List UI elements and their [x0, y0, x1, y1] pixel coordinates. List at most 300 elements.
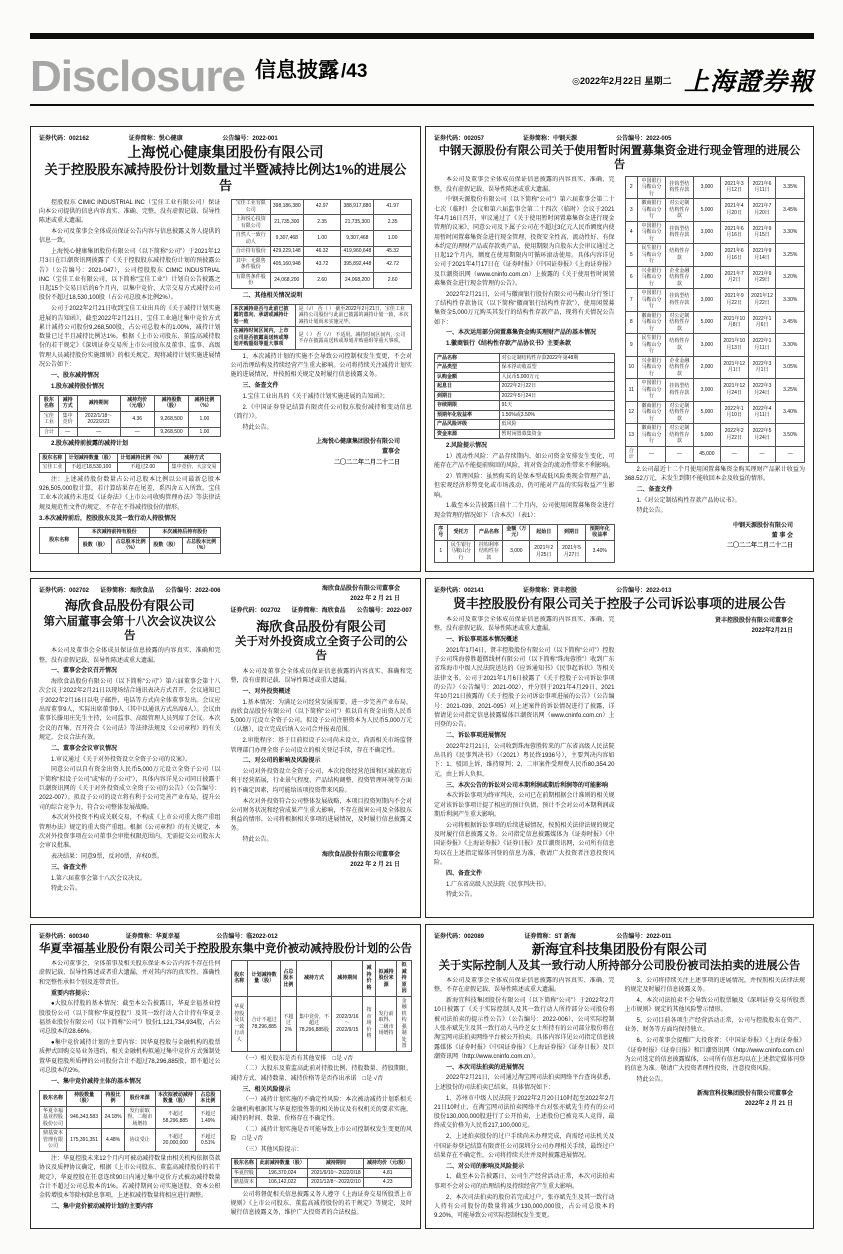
signature-line: 海欣食品股份有限公司董事会 [321, 586, 400, 592]
announcement-title-line: 关于控股股东减持股份计划数量过半暨减持比例达1%的进展公告 [44, 161, 407, 193]
paragraph: 特此公告。 [636, 508, 667, 515]
table-row [625, 334, 805, 357]
table-cell: 是（ ） 否（√） 不适用。减持时间区间内，公司不存在披露高送转或筹划并购重组等重大事项。 [296, 327, 412, 350]
top-rule [30, 33, 814, 39]
table-header-cell: 到期日 [558, 524, 586, 540]
table-cell: 徽商银行马鞍山分行 [638, 199, 666, 222]
table-header-cell: 减持期间 [77, 395, 120, 411]
table-cell: — [58, 427, 77, 437]
table-cell: 3,000 [693, 244, 720, 267]
table-cell: 2021/12/8～2022/2/10 [308, 1178, 364, 1188]
table-cell: 24.18% [102, 1106, 125, 1129]
table-cell: 自然人一致行动人 [231, 231, 270, 247]
table-cell: 企业金融结构性存款 [665, 356, 693, 379]
table-cell: 1 [435, 540, 448, 563]
table-cell: 不超过0.51% [196, 1129, 220, 1152]
table-header-cell: 股东名称 [231, 961, 248, 997]
table-cell: 其中：无限售条件股份 [231, 256, 270, 272]
table-cell: 兴业银行马鞍山分行 [638, 266, 666, 289]
paragraph: ●大股东持股的基本情况：截至本公告披露日，华夏幸福基业控股股份公司（以下简称“华夏控股”）及其一致行动人合计持有华夏幸福基业股份有限公司（以下简称“公司”）股份1,121,734,934股，占公司总股本的28.66%。 [39, 1001, 221, 1036]
table-cell: 2022年5月24日 [499, 391, 614, 401]
table-cell: 4.81 [364, 1168, 412, 1178]
table-cell: 419,960,648 [341, 247, 374, 257]
table-cell: 发行前取得、二级市场增持 [375, 996, 397, 1051]
table-cell: 徽商银行马鞍山分行 [638, 401, 666, 424]
article-body-columns [434, 616, 805, 912]
table-cell: 鼎基资本 [231, 1178, 257, 1188]
table-header-row [40, 528, 221, 538]
table-cell: 21,735,300 [341, 215, 374, 231]
table-header-cell: 减持方式 [168, 453, 220, 463]
table-row [625, 379, 805, 402]
table-header-cell: 计划减持比例（%） [117, 453, 168, 463]
table-cell: 7 [625, 289, 638, 312]
table-header-cell: 占总股本比例（%） [112, 537, 150, 553]
announcement-number: 公告编号：临2022-012 [216, 934, 278, 940]
table-row [231, 327, 412, 350]
paragraph: 1、截至本公告披露日，公司生产经营活动正常，本次司法拍卖事项不会对公司的治理结构及持续经营产生重大影响。 [434, 1174, 615, 1190]
section-heading: 一、集中竞价减持主体的基本情况 [51, 1078, 142, 1085]
table-header-cell: 减持价格 [363, 961, 376, 997]
table-cell: 43.72 [303, 256, 341, 272]
table-cell: 挂钩型结构性存款 [665, 379, 693, 402]
security-code-line [39, 931, 278, 940]
paragraph: 6、公司董事会提醒广大投资者：《中国证券报》《上海证券报》《证券时报》《证券日报》和巨潮资讯网（http://www.cninfo.com.cn）为公司选定的信息披露媒体，公司所有信息均以在上述指定媒体刊登的信息为准。敬请广大投资者理性投资，注意投资风险。 [624, 1038, 805, 1073]
paragraph: 1.《对公定制结构性存款产品协议书》。 [636, 497, 741, 504]
table-cell: 9,268,500 [154, 427, 189, 437]
table-cell: 2021年12月24日 [720, 379, 748, 402]
section-heading: 三、备查文件 [242, 383, 279, 390]
table-header-cell: 计划减持数量（股） [65, 453, 117, 463]
paragraph: 本公司及董事会全体成员保证信息披露的内容真实、准确、完整，不存在虚假记载、误导性陈述或重大遗漏。 [434, 977, 615, 994]
table-header-cell: 减持期间 [308, 1159, 364, 1169]
table-cell: 不超过2.00 [117, 463, 168, 473]
announcement-number: 公告编号：2022-013 [616, 588, 672, 594]
table-row [231, 1168, 412, 1178]
paragraph: 本公司及董事会全体成员保证信息披露的内容真实、准确、完整，没有虚假记载、误导性陈述或重大遗漏。 [434, 616, 615, 633]
table-header-cell: 本次拟被动减持数量（股） [155, 1090, 196, 1106]
table-row [435, 363, 615, 373]
section-heading: 四、备查文件 [446, 870, 483, 877]
table-cell: 398,186,380 [270, 199, 303, 215]
table-cell: 3.30% [776, 221, 805, 244]
table-cell: 6 [625, 266, 638, 289]
table-header-cell: 股东名称 [231, 1159, 257, 1169]
table-cell: 5,000 [693, 401, 720, 424]
table-row [40, 463, 221, 473]
table-header-cell: 金额（万元） [503, 524, 530, 540]
table-header-cell: 减持比例（%） [189, 395, 220, 411]
table-cell: 对公定制结构性存款 [665, 401, 693, 424]
table-cell: 3,000 [503, 540, 530, 563]
paragraph: 本次对外投资不构成关联交易，不构成《上市公司重大资产重组管理办法》规定的重大资产重组。根据《公司章程》的有关规定，本次对外投资事项在公司董事会审批权限范围内，无需提交公司股东大会审议批准。 [39, 815, 221, 850]
table-cell: 保本浮动收益型 [499, 363, 614, 373]
table-cell: 宝佳工业有限公司 [231, 199, 270, 215]
table-cell: 2022年4月11日 [748, 401, 776, 424]
table-header-cell: 计划减持数量（股） [248, 961, 281, 997]
article-cell [425, 126, 814, 572]
paragraph: 1.宝佳工业出具的《关于减持计划实施进展的告知函》； [242, 393, 389, 400]
section-heading: 1.徽商银行《结构性存款产品协议书》主要条款 [446, 341, 572, 348]
table-header-cell: 股东名称 [40, 528, 79, 554]
table-cell: 1.50%或3.50% [499, 410, 614, 420]
announcement-title [39, 942, 412, 956]
table-cell: 2022/3/16～2022/9/15 [332, 996, 363, 1051]
table-cell: 3.05% [776, 356, 805, 379]
table-row [231, 272, 412, 288]
table-cell: 挂钩利率结构性存款 [475, 540, 503, 563]
table-cell: 2022年5月24日 [748, 424, 776, 447]
table-header-cell: 减持期间 [332, 961, 363, 997]
table-cell: 2,000 [693, 266, 720, 289]
announcement-title [39, 598, 221, 643]
paragraph: 2.《中国证券登记结算有限责任公司股东股份减持和变动信息（简行）》。 [230, 404, 412, 421]
security-abbr: 证券简称：华夏幸福 [125, 934, 180, 940]
table-cell: 2021年9月14日 [748, 244, 776, 267]
paragraph: 特此公告。 [51, 886, 82, 893]
paragraph: 控股股东 CIMIC INDUSTRIAL INC（宝佳工业有限公司）保证向本公司提供的信息内容真实、准确、完整，没有虚假记载、误导性陈述或重大遗漏。 [39, 199, 221, 225]
section-heading: 二、备查文件 [636, 486, 673, 493]
table-cell: 2021年9月15日 [748, 221, 776, 244]
table-cell: 对公定制结构性存款2022年第48期 [499, 353, 614, 363]
article-header [434, 132, 805, 176]
signature-line: 2022 年 2 月 21 日 [350, 596, 400, 603]
table-cell: 3.25% [776, 379, 805, 402]
signature-line: 二〇二二年二月二十二日 [726, 543, 793, 550]
table-cell: 2022年1月6日 [748, 311, 776, 334]
table-cell: 4.23 [364, 1178, 412, 1188]
paragraph: 2、本次司法拍卖的股份若完成过户，张亦斌先生及其一致行动人持有公司股份的数量将减少130,000,000股，占公司总股本的9.20%，可能导致公司实际控制权发生变更。 [434, 1194, 615, 1220]
table-cell: 42.97 [303, 199, 341, 215]
table-cell: 3.40% [585, 540, 614, 563]
paragraph: 公司将督促相关信息披露义务人遵守《上海证券交易所股票上市规则》《上市公司股东、董监高减持股份的若干规定》等规定，及时履行信息披露义务，维护广大投资者的合法权益。 [230, 1191, 412, 1217]
paragraph: 特此公告。 [446, 892, 477, 899]
page-number: /43 [340, 61, 368, 82]
table-row [625, 244, 805, 267]
security-abbr: 证券简称：中钢天源 [523, 136, 578, 142]
table-cell: 结构性存款 [665, 244, 693, 267]
security-code: 证券代码：002089 [434, 934, 485, 940]
paragraph: 注：上述减持股份数量占公司总股本比例以公司最新总股本926,505,000股计算，若计算结果存在尾差，系四舍五入所致。宝佳工业本次减持未违反《证券法》《上市公司收购管理办法》等法律法规及规范性文件的规定，不存在不得减持股份的情形。 [39, 476, 221, 511]
table-cell: — [776, 446, 805, 462]
table-row [625, 356, 805, 379]
paragraph: 海欣食品股份有限公司（以下简称“公司”）第六届董事会第十八次会议于2022年2月21日以现场结合通讯表决方式召开，会议通知已于2022年2月16日以电子邮件、电话等方式向全体董事发出。会议应出席董事9人，实际出席董事9人（其中以通讯方式出席6人）。会议由董事长滕用庄先生主持，公司监事、高级管理人员列席了会议。本次会议的召集、召开符合《公司法》等法律法规及《公司章程》的有关规定，会议合法有效。 [39, 679, 221, 741]
article-cell [30, 924, 421, 1229]
article-header [434, 584, 805, 616]
table-header-cell: 序号 [435, 524, 448, 540]
table-cell: 405,160,948 [270, 256, 303, 272]
announcement-number: 公告编号：2022-001 [222, 136, 278, 142]
table-cell: 1.00 [374, 231, 412, 247]
table-row [625, 289, 805, 312]
table-cell: 24,068,200 [270, 272, 303, 288]
table-supheader-cell: 本次减持后持有股份 [149, 528, 220, 538]
table-cell: 资金来源 [435, 429, 500, 439]
table-header-cell: 减持均价（元/股） [364, 1159, 412, 1169]
table-cell: 中国银行马鞍山分行 [638, 176, 666, 199]
table-row [625, 424, 805, 447]
table-cell: 2.60 [303, 272, 341, 288]
table-cell: 1.00 [189, 411, 220, 427]
paragraph: 2021年1月4日，贤丰控股股份有限公司（以下简称“公司”）控股子公司珠海蓉胜超微线材有限公司（以下简称“珠海蓉胜”）收到广东省珠海市中级人民法院送达的《应诉通知书》《民事起诉状》等相关法律文书。公司于2021年1月6日披露了《关于控股子公司诉讼事项的公告》（公告编号：2021-002），并分别于2021年4月29日、2021年10月21日披露的《关于控股子公司诉讼事项进展的公告》（公告编号：2021-039、2021-095）对上述案件的诉讼情况进行了披露，详情请见公司指定信息披露媒体巨潮资讯网（www.cninfo.com.cn）上刊登的公告。 [434, 647, 615, 729]
data-table [434, 353, 615, 440]
article-header [39, 132, 412, 199]
table-cell: 1.00 [303, 231, 341, 247]
table-header-cell: 股数（股） [79, 537, 112, 553]
announcement-title-line: 海欣食品股份有限公司 [256, 618, 387, 634]
table-cell: 946,343,583 [67, 1106, 102, 1129]
table-cell: 12 [625, 401, 638, 424]
table-cell: 发行前取得、二级市场增持 [125, 1106, 156, 1129]
table-cell: 华夏控股 [231, 1168, 257, 1178]
table-header-cell: 股数（股） [149, 537, 182, 553]
table-cell: 集中竞价 [58, 411, 77, 427]
paragraph: 本公司及董事会全体成员保证公告内容与信息披露义务人提供的信息一致。 [39, 228, 221, 245]
table-cell: 2021年2月25日 [530, 540, 558, 563]
data-table [39, 453, 221, 473]
announcement-title-line: 上海悦心健康集团股份有限公司 [127, 144, 324, 160]
paragraph: （二）减持计划实施是否可能导致上市公司控制权发生变更的风险 □是 √否 [230, 1126, 412, 1142]
paragraph: 2）管理风险：虽然购买的是保本型或低风险类现金管理产品，但宏观经济形势变化或市场波动，仍可能对产品的实际收益产生影响。 [434, 473, 615, 499]
paragraph: （三）其他风险提示： [242, 1146, 303, 1153]
table-cell: 3.45% [776, 311, 805, 334]
table-header-cell: 股东名称 [40, 1090, 67, 1106]
signature-line: 二〇二二年二月二十二日 [333, 459, 400, 466]
paragraph: 公司于2022年2月21日收到宝佳工业出具的《关于减持计划实施进展的告知函》，截至2022年2月21日，宝佳工业通过集中竞价方式累计减持公司股份9,268,500股，占公司总股本的1.00%，减持计划数量已过半且减持比例达1%。根据《上市公司股东、董监高减持股份的若干规定》《深圳证券交易所上市公司股东及董事、监事、高级管理人员减持股份实施细则》的相关规定，现将减持计划实施进展情况公告如下： [39, 306, 221, 369]
table-cell: 兴业银行马鞍山分行 [638, 356, 666, 379]
announcement-title-line: 贤丰控股股份有限公司关于控股子公司诉讼事项的进展公告 [453, 596, 786, 611]
table-cell: 华夏控股及其一致行动人 [231, 996, 248, 1051]
table-header-row [231, 1159, 412, 1169]
table-cell: 合计持有股份 [231, 247, 270, 257]
signature-line: 2022年 2 月 21 日 [744, 1101, 793, 1108]
article-header [434, 930, 805, 977]
signature-block [625, 521, 794, 552]
table-cell: 24,068,200 [341, 272, 374, 288]
announcement-title [434, 144, 805, 172]
table-cell: 2021年4月20日 [720, 199, 748, 222]
table-cell: 合计 [625, 446, 638, 462]
table-cell: 金融机构强制处置 [397, 996, 412, 1051]
table-cell: 41.97 [374, 199, 412, 215]
table-cell: 按市场价格 [363, 996, 376, 1051]
table-header-cell: 占总股本比例 [281, 961, 296, 997]
security-code: 证券代码：002702 [39, 588, 90, 594]
table-cell: 存续期限 [435, 401, 500, 411]
table-header-cell: 产品名称 [475, 524, 503, 540]
table-cell: 2021年10月13日 [720, 334, 748, 357]
article-body-columns [39, 960, 412, 1223]
section-heading: 二、诉讼事项进展情况 [446, 733, 507, 740]
table-cell: 2021年12月1日 [720, 356, 748, 379]
section-heading: 三、本次公告的诉讼对公司本期利润或期后利润等的可能影响 [446, 782, 609, 789]
table-cell: 产品风险评级 [435, 420, 500, 430]
announcement-title-line: 关于对外投资成立全资子公司的公告 [235, 635, 408, 663]
paragraph: 1.第六届董事会第十八次会议决议。 [51, 875, 147, 882]
paragraph: 公司对外投资设立全资子公司，本次投资经营范围和区域拓宽后利于经营拓展，行业景气程度、产品结构调整、投资管理环境等方面的不确定因素，均可能给该项投资带来风险。 [230, 769, 412, 794]
paragraph: 公司将根据诉讼事项的后续进展情况，按照相关法律法规的规定及时履行信息披露义务。公司指定信息披露媒体为《证券时报》《中国证券报》《上海证券报》《证券日报》及巨潮资讯网，公司所有信息均以在上述指定媒体刊登的信息为准，敬请广大投资者注意投资风险。 [434, 822, 615, 866]
table-cell: 2021年7月20日 [748, 199, 776, 222]
table-cell: 挂钩型结构性存款 [665, 289, 693, 312]
table-row [435, 353, 615, 363]
table-cell: 华夏幸福基业控股股份公司 [40, 1106, 67, 1129]
table-cell: 在减持时间区间内，上市公司是否披露高送转或筹划并购重组等重大事项 [231, 327, 296, 350]
table-row [625, 446, 805, 462]
article-body-columns [39, 199, 412, 567]
table-cell: 徽商银行马鞍山分行 [638, 311, 666, 334]
table-header-row [435, 524, 615, 540]
table-cell: 人民币5,000万元 [499, 372, 614, 382]
issue-date: ◎2022年2月22日 星期二 [572, 75, 672, 86]
announcement-title-line: 第六届董事会第十八次会议决议公告 [43, 615, 216, 642]
table-row [435, 540, 615, 563]
table-cell: 3.50% [776, 424, 805, 447]
paragraph: 2、上述拍卖股份的过户手续尚未办理完成，尚需经司法机关及中国证券登记结算有限责任公司深圳分公司办理相关手续，最终过户结果存在不确定性，公司将持续关注并及时披露进展情况。 [434, 1134, 615, 1159]
security-code: 证券代码：600340 [39, 934, 90, 940]
table-cell: 2022/1/18～2022/2/21 [77, 411, 120, 427]
table-header-cell: 此前减持数量（股） [257, 1159, 308, 1169]
paragraph: 1.审议通过《关于对外投资设立全资子公司的议案》。 [51, 756, 192, 763]
section-title: 信息披露 [254, 59, 339, 82]
table-cell: — [638, 446, 666, 462]
table-row [231, 304, 412, 327]
paragraph: 中钢天源股份有限公司（以下简称“公司”）第六届董事会第二十七次（临时）会议和第六届监事会第二十四次（临时）会议于2021年4月16日召开，审议通过了《关于使用暂时闲置募集资金进行现金管理的议案》，同意公司及下属子公司在不超过3亿元人民币额度内使用暂时闲置募集资金进行现金管理，投资安全性高、流动性好、有保本约定的理财产品或存款类产品，使用期限为自股东大会审议通过之日起12个月内，额度在使用期限内可循环滚动使用。具体内容详见公司于2021年4月17日在《证券时报》《中国证券报》《上海证券报》及巨潮资讯网（www.cninfo.com.cn）上披露的《关于使用暂时闲置募集资金进行现金管理的公告》。 [434, 197, 615, 287]
table-cell: 2.60 [374, 272, 412, 288]
table-cell: 9,307,468 [270, 231, 303, 247]
table-cell: 鼎基资本管理有限公司 [40, 1129, 67, 1152]
data-table [231, 1158, 413, 1188]
security-code-line [434, 931, 671, 940]
section-heading: 二、其他相关情况说明 [242, 292, 303, 299]
paragraph: 1.基本情况：为满足公司经营发展需要，进一步完善产业布局，海欣食品股份有限公司（以下简称“公司”）拟以自有资金出资人民币5,000万元设立全资子公司。拟设子公司注册资本为人民币5,000万元（认缴），设立完成后纳入公司合并报表范围。 [230, 699, 412, 734]
table-row [435, 372, 615, 382]
security-code: 证券代码：002702 [230, 608, 281, 615]
table-cell: 民生银行马鞍山分行 [447, 540, 475, 563]
table-cell: 3.45% [776, 199, 805, 222]
paragraph: 特此公告。 [242, 837, 273, 844]
table-cell: 企业金融结构性存款 [665, 266, 693, 289]
table-cell: 起息日 [435, 382, 500, 392]
paragraph: 特此公告。 [242, 424, 273, 431]
table-cell: — [748, 446, 776, 462]
signature-line: 中钢天源股份有限公司 [732, 522, 793, 529]
table-cell: 429,229,148 [270, 247, 303, 257]
data-table [39, 1090, 221, 1152]
table-cell: 2021年12月22日 [748, 289, 776, 312]
table-cell: 42.72 [374, 256, 412, 272]
table-header-row [40, 395, 221, 411]
table-header-cell: 拟减持原因 [397, 961, 412, 997]
article-header [39, 930, 412, 960]
signature-line: 董 事 会 [771, 532, 793, 539]
table-cell: 3.30% [776, 289, 805, 312]
table-header-cell: 持股数量（股） [67, 1090, 102, 1106]
table-cell: — [665, 446, 693, 462]
section-heading: 一、股东减持情况 [51, 372, 100, 379]
table-cell: 对公定制结构性存款 [665, 311, 693, 334]
signature-line: 海欣食品股份有限公司董事会 [321, 851, 400, 858]
security-code-line [434, 133, 671, 142]
paragraph: （一）减持计划实施的不确定性风险：本次被动减持计划系相关金融机构根据其与华夏控股签署的相关协议及有权机关的要求实施，减持的时间、数量、价格存在不确定性。 [230, 1097, 412, 1122]
paragraph: ●集中竞价减持计划的主要内容：因华夏控股与金融机构的股票质押式回购交易业务违约，相关金融机构拟通过集中竞价方式强制处置华夏控股所质押的公司股份合计不超过78,296,885股，即不超过公司总股本的2%。 [39, 1039, 221, 1074]
signature-line: 上海悦心健康集团股份有限公司 [315, 439, 400, 446]
paragraph: 2022年2月21日，公司收到珠海蓉胜转来的广东省高级人民法院出具的《民事判决书》（（2021）粤民终1936号），主要判决内容如下：1、驳回上诉，维持原判；2、二审案件受理费人民币80,354.20元，由上诉人负担。 [434, 743, 615, 778]
table-cell: 徽商银行马鞍山分行 [638, 424, 666, 447]
section-heading: 一、董事会会议召开情况 [51, 668, 118, 675]
signature-line: 新海宜科技集团股份有限公司董事会 [696, 1091, 793, 1098]
table-cell: 3.40% [776, 401, 805, 424]
paragraph: 注：华夏控股未来12个月内可被动减持数量由相关机构依据贷款协议及质押协议确定，根据《上市公司股东、董监高减持股份的若干规定》，华夏控股在任意连续90日内通过集中竞价方式被动减持数量合计不超过公司总股本的1%。若减持期间公司实施送股、资本公积金转增股本等除权除息事项，上述拟减持数量将相应进行调整。 [39, 1155, 221, 1200]
signature-block [231, 584, 401, 604]
table-header-row [40, 1090, 221, 1106]
table-header-row [231, 961, 412, 997]
table-cell: 中国银行马鞍山分行 [638, 379, 666, 402]
section-heading: 一、诉讼事项基本情况概述 [446, 637, 519, 644]
article-body-columns [39, 584, 412, 912]
table-cell: — [120, 427, 154, 437]
security-abbr: 证券简称：贤丰控股 [523, 588, 578, 594]
table-cell: 2,000 [693, 356, 720, 379]
masthead [30, 52, 814, 102]
signature-block [231, 850, 401, 870]
table-row [231, 199, 412, 215]
table-cell: 民生银行马鞍山分行 [638, 244, 666, 267]
table-cell: 2.35 [374, 215, 412, 231]
paragraph: 本公司董事会、全体董事及相关股东保证本公告内容不存在任何虚假记载、误导性陈述或者重大遗漏，并对其内容的真实性、准确性和完整性承担个别及连带责任。 [39, 961, 221, 986]
paragraph: 同意公司以自有资金出资人民币5,000万元设立全资子公司（以下简称“拟设子公司”或“标的子公司”），具体内容详见公司同日披露于巨潮资讯网的《关于对外投资成立全资子公司的公告》（公告编号：2022-007）。拟设子公司的设立将有利于公司完善产业布局，提升公司的综合竞争力，符合公司整体发展战略。 [39, 767, 221, 811]
table-cell: 4.36 [120, 411, 154, 427]
paragraph: 本公司及董事会全体成员保证信息披露的内容真实、准确和完整，没有虚假记载、误导性陈述或重大遗漏。 [39, 648, 221, 664]
table-cell: 2021年9月29日 [748, 266, 776, 289]
disclosure-wordmark: Disclosure [30, 52, 245, 101]
table-cell: 2022年3月1日 [748, 356, 776, 379]
announcement-number: 公告编号：2022-005 [616, 136, 672, 142]
table-cell: 中国银行马鞍山分行 [638, 289, 666, 312]
table-row [435, 410, 615, 420]
section-heading: 一、本次司法拍卖的进展情况 [446, 1064, 525, 1071]
table-row [625, 221, 805, 244]
table-cell: 不超过1.49% [196, 1106, 220, 1129]
table-cell: 上海悦心投资有限公司 [231, 215, 270, 231]
security-abbr: 证券简称：ST 新海 [524, 934, 576, 940]
table-cell: 本次减持是否与此前已披露的意向、承诺或减持计划一致 [231, 304, 296, 327]
section-heading: 二、对公司的影响及风险提示 [242, 758, 321, 765]
table-cell: 认购金额 [435, 372, 500, 382]
section-heading: 三、备查文件 [51, 864, 88, 871]
signature-line: 2022 年 2 月 21 日 [350, 861, 400, 868]
table-cell: 2022年1月11日 [748, 334, 776, 357]
table-cell: 395,892,448 [341, 256, 374, 272]
table-cell: 8 [625, 311, 638, 334]
table-cell: 集中竞价，不超过78,296,885股 [296, 996, 332, 1051]
table-cell: 5,000 [693, 199, 720, 222]
table-cell: — [720, 446, 748, 462]
table-cell: 2021年5月27日 [558, 540, 586, 563]
table-cell: 2021年3月12日 [720, 176, 748, 199]
table-cell: 到期日 [435, 391, 500, 401]
table-cell: 2021年6月16日 [720, 221, 748, 244]
table-header-cell: 受托方 [447, 524, 475, 540]
section-heading: 重要内容提示： [51, 990, 94, 997]
table-header-cell: 占总股本比例（%） [182, 537, 220, 553]
section-heading: 一、本次运用部分闲置募集资金购买理财产品的基本情况 [446, 330, 597, 337]
table-cell: 有限售条件股份 [231, 272, 270, 288]
table-cell: 175,391,351 [67, 1129, 102, 1152]
table-cell: 暂时闲置募集资金 [499, 429, 614, 439]
table-cell: 低风险 [499, 420, 614, 430]
table-cell: 5 [625, 244, 638, 267]
article-cell [425, 924, 814, 1229]
